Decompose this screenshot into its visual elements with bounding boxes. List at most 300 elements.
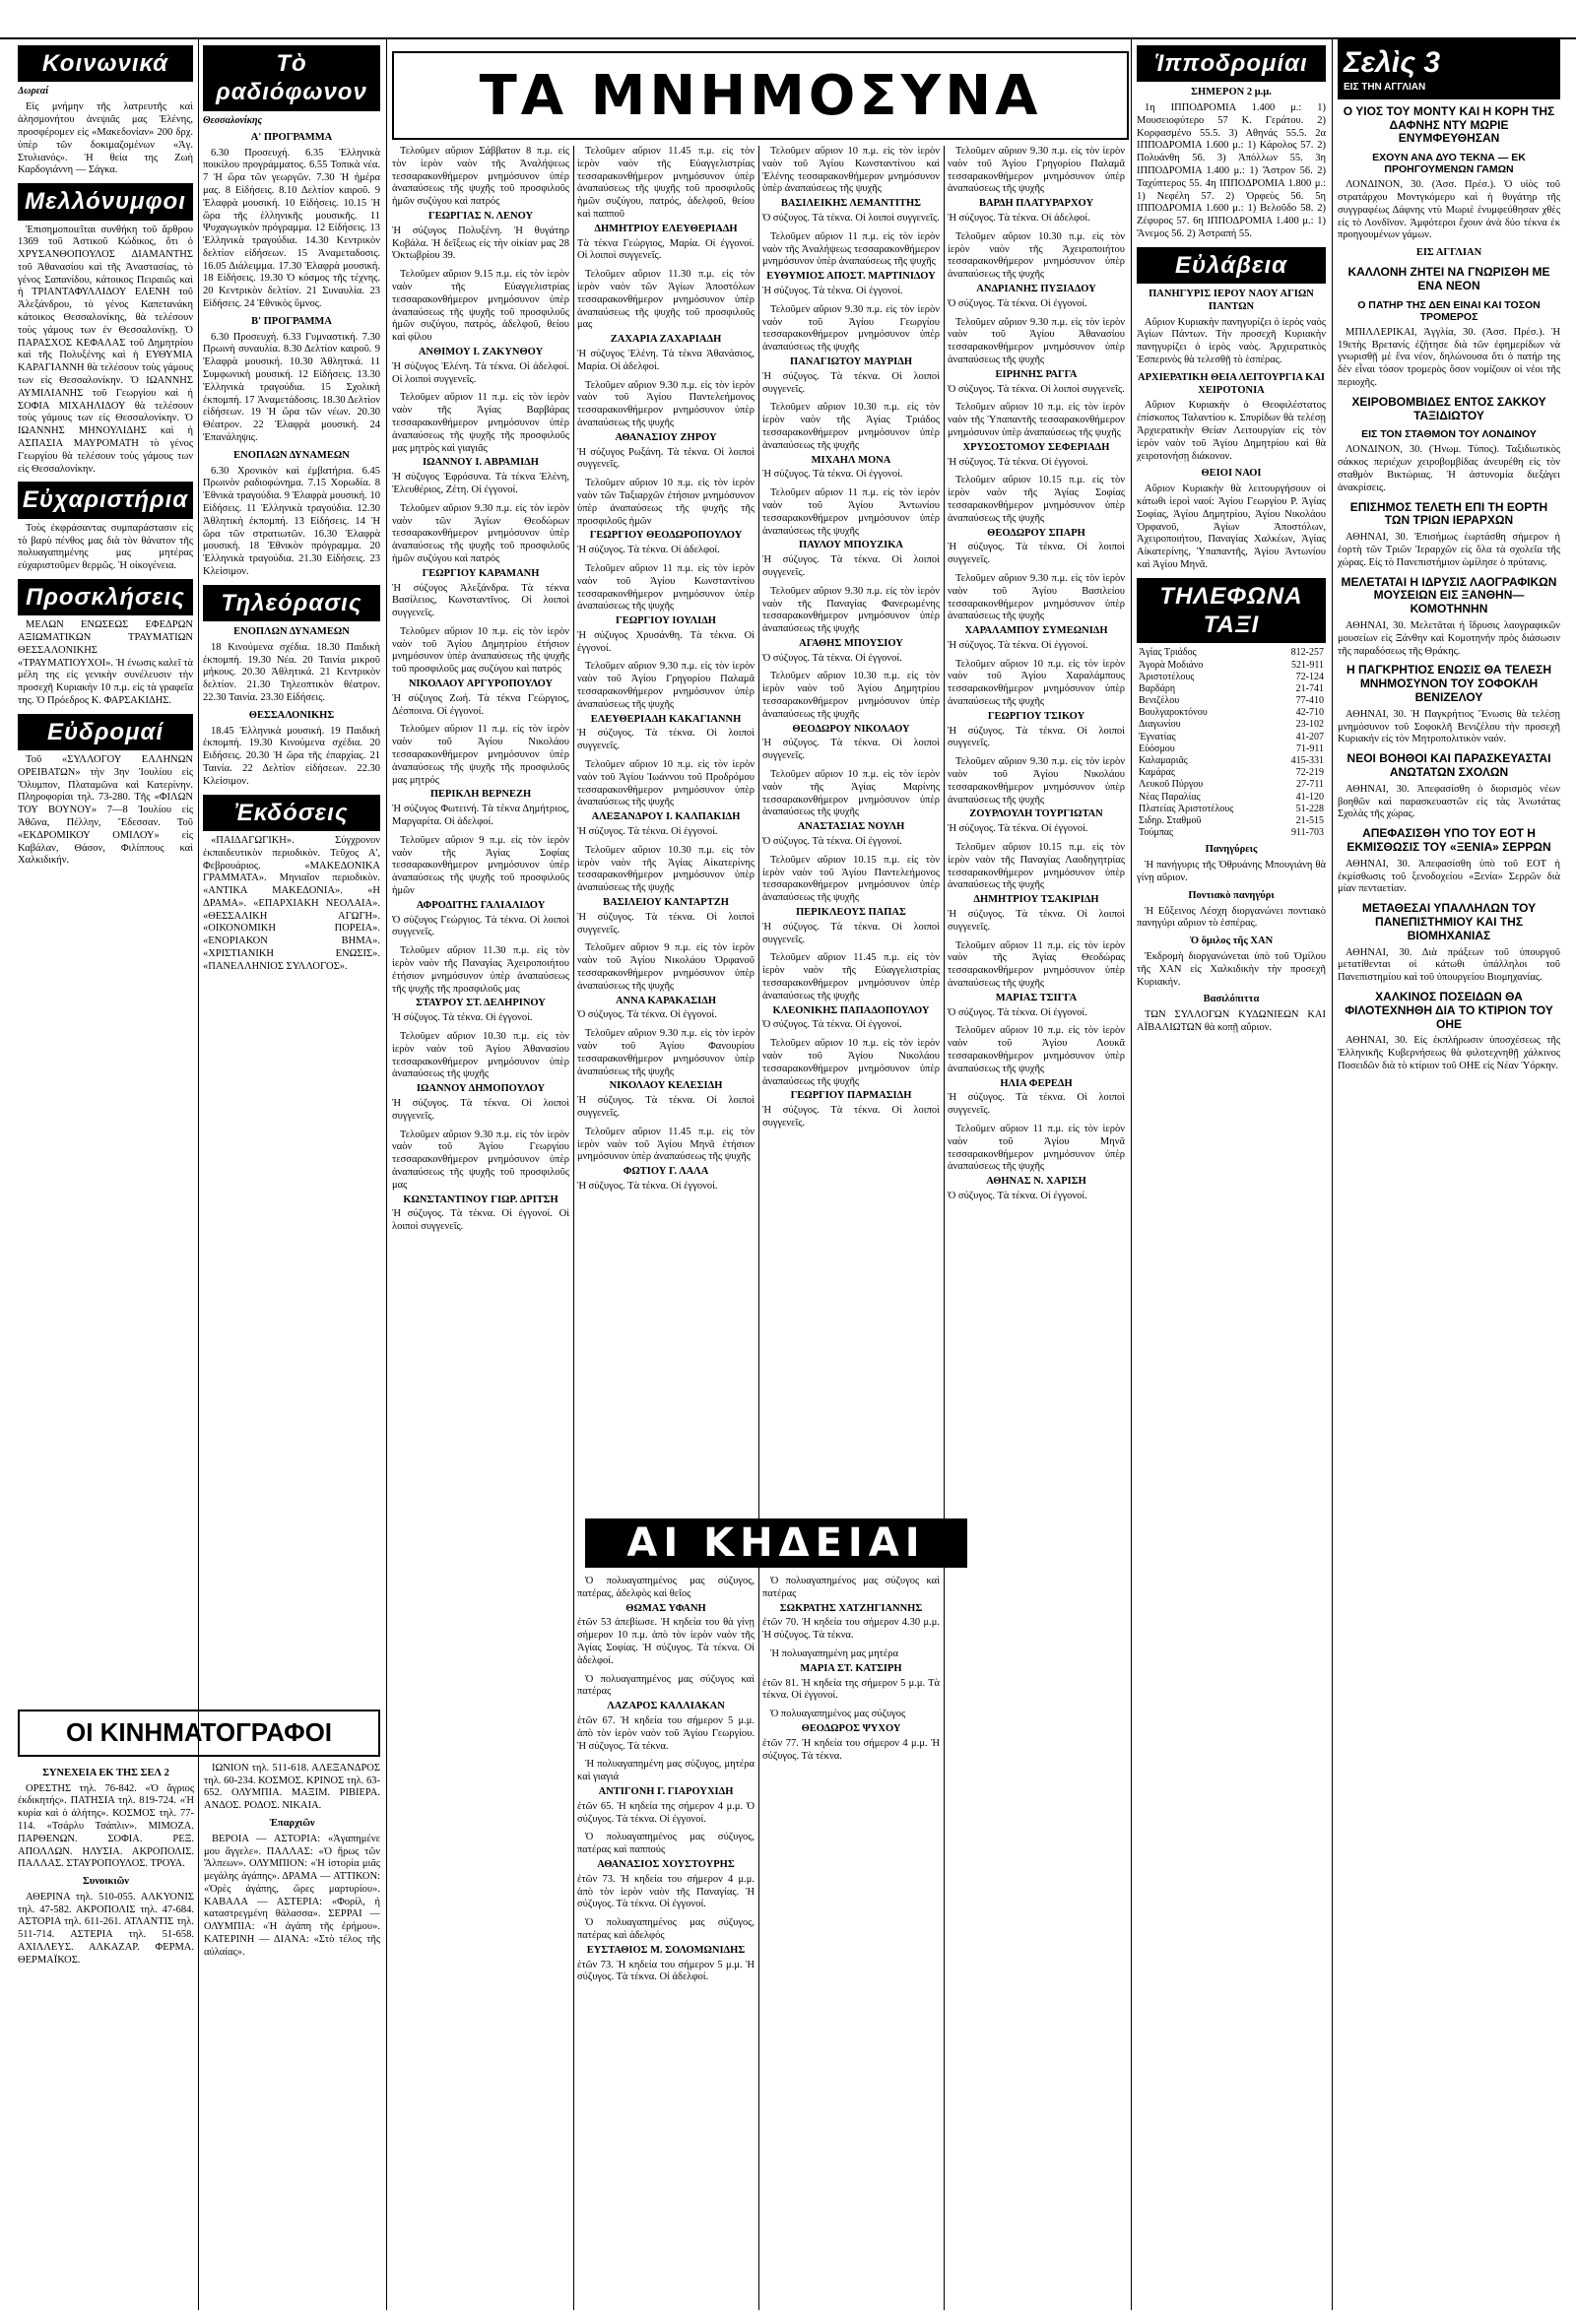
notice-signatories: Ἡ σύζυγος. Τὰ τέκνα. Οἱ ἐγγονοί. [577, 826, 718, 838]
xan-club-title: Ὁ ὅμιλος τῆς ΧΑΝ [1189, 936, 1274, 947]
notice-text: Τελοῦμεν αὔριον 11 π.μ. εἰς τὸν ἱερὸν ναὸν τοῦ Ἁγίου Κωνσταντίνου τεσσαρακονθήμερον μνημόσυνον ὑπὲρ ἀναπαύσεως τῆς ψυχῆς [577, 562, 755, 613]
taxi-stand-name: Βενιζέλου [1139, 695, 1180, 707]
notice-text: Τελοῦμεν αὔριον 11 π.μ. εἰς τὸν ἱερὸν ναὸν τοῦ Ἁγίου Μηνᾶ τεσσαρακονθήμερον μνημόσυνον ὑπὲρ ἀναπαύσεως τῆς ψυχῆς [948, 1123, 1125, 1173]
armed-forces-text: 6.30 Χρονικὸν καὶ ἐμβατήρια. 6.45 Πρωινὸν ραδιοφώνημα. 7.15 Χορωδία. 8 Ἐθνικὰ τραγούδια. 9 Ἐλαφρὰ μουσική. 10 Εἰδήσεις. 11 Ἑλληνικὰ τραγούδια. 12.30 Ἀθλητικὴ ἐκπομπή. 13 Εἰδήσεις. 14 Ἡ ὥρα τῶν στρατιωτῶν. 16.30 Ἐλαφρὰ μουσική. 18 Ἐθνικὸν πρόγραμμα. 20 Ἑλληνικὰ τραγούδια. 21.30 Εἰδήσεις. 23 Κλείσιμον. [203, 465, 380, 578]
notice-entry [392, 945, 569, 1025]
taxi-phone-row [1137, 707, 1326, 719]
memorials-column-a [392, 146, 569, 2310]
notice-entry [762, 402, 940, 482]
notice-text: Τελοῦμεν αὔριον 10.30 π.μ. εἰς τὸν ἱερὸν ναὸν τῆς Ἁγίας Αἰκατερίνης τεσσαρακονθήμερον μνημόσυνον ὑπὲρ ἀναπαύσεως τῆς ψυχῆς [577, 844, 755, 894]
taxi-stand-name: Βουλγαροκτόνου [1139, 707, 1208, 719]
notice-signatories: Ἡ σύζυγος. Τὰ τέκνα. Οἱ λοιποὶ συγγενεῖς. [392, 1097, 569, 1122]
headline-assistants: ΝΕΟΙ ΒΟΗΘΟΙ ΚΑΙ ΠΑΡΑΣΚΕΥΑΣΤΑΙ ΑΝΩΤΑΤΩΝ ΣΧΟΛΩΝ [1346, 751, 1551, 779]
cinema-listings: ΟΡΕΣΤΗΣ τηλ. 76-842. «Ὁ ἄγριος ἐκδικητής». ΠΑΤΗΣΙΑ τηλ. 819-724. «Ἡ κυρία καὶ ὁ ἀλήτης». ΚΟΣΜΟΣ τηλ. 77-114. «Τσάρλυ Τσάπλιν». ΜΙΜΟΖΑ. ΠΑΡΘΕΝΩΝ. ΣΟΦΙΑ. ΡΕΞ. ΑΠΟΛΛΩΝ. ΗΛΥΣΙΑ. ΑΚΡΟΠΟΛΙΣ. ΠΑΛΛΑΣ. ΣΤΑΥΡΟΠΟΥΛΟΣ. ΤΡΟΥΑ. [18, 1782, 194, 1870]
program-b-text: 6.30 Προσευχή. 6.33 Γυμναστική. 7.30 Πρωινὴ συναυλία. 8.30 Δελτίον καιροῦ. 9 Ἐλαφρὰ μουσική. 10.30 Ἀθλητικά. 11 Συμφωνικὴ μουσική. 12 Εἰδήσεις. 13.30 Ἑλληνικὰ τραγούδια. 15 Σχολικὴ ἐκπομπή. 17 Ἀναμετάδοσις. 18.30 Δελτίον εἰδήσεων. 19 Ἡ ὥρα τῶν νέων. 20.30 Θέατρον. 22 Ἐλαφρὰ μουσική. 24 Ἐπανάληψις. [203, 331, 380, 444]
column-news [1338, 39, 1560, 2310]
notice-entry [948, 659, 1125, 751]
notice-text: Τελοῦμεν αὔριον 10.30 π.μ. εἰς τὸν ἱερὸν ναὸν τοῦ Ἁγίου Δημητρίου τεσσαρακονθήμερον μνημόσυνον ὑπὲρ ἀναπαύσεως τῆς ψυχῆς [762, 671, 940, 720]
cinema-section [18, 1704, 380, 2310]
column-hippodrome [1137, 39, 1326, 2310]
notice-signatories: Ὁ σύζυγος. Τὰ τέκνα. Οἱ ἐγγονοί. [948, 297, 1087, 309]
notice-text: Τελοῦμεν αὔριον 9.30 π.μ. εἰς τὸν ἱερὸν ναὸν τοῦ Ἁγίου Βασιλείου τεσσαρακονθήμερον μνημόσυνον ὑπὲρ ἀναπαύσεως τῆς ψυχῆς [948, 572, 1125, 622]
notice-name: ΑΝΤΙΓΟΝΗ Γ. ΓΙΑΡΟΥΧΙΔΗ [598, 1785, 734, 1797]
program-a-title: Α' ΠΡΟΓΡΑΜΜΑ [250, 131, 333, 143]
notice-entry [577, 1759, 755, 1826]
program-b-title: Β' ΠΡΟΓΡΑΜΜΑ [251, 315, 332, 327]
notice-text: Τελοῦμεν αὔριον 9 π.μ. εἰς τὸν ἱερὸν ναὸν τῆς Ἁγίας Σοφίας τεσσαρακονθήμερον μνημόσυνον ὑπὲρ ἀναπαύσεως τῆς ψυχῆς τοῦ προσφιλοῦς ἡμῶν [392, 834, 569, 897]
notice-text: Τελοῦμεν αὔριον 9.30 π.μ. εἰς τὸν ἱερὸν ναὸν τῆς Παναγίας Φανερωμένης τεσσαρακονθήμερον μνημόσυνον ὑπὲρ ἀναπαύσεως τῆς ψυχῆς [762, 585, 940, 635]
notice-name: ΒΑΡΔΗ ΠΛΑΤΥΡΑΡΧΟΥ [978, 198, 1094, 210]
notice-text: Τελοῦμεν αὔριον 11.30 π.μ. εἰς τὸν ἱερὸν ναὸν τῶν Ἁγίων Ἀποστόλων τεσσαρακονθήμερον μνημόσυνον ὑπὲρ ἀναπαύσεως τῆς ψυχῆς τοῦ προσφιλοῦς μας [577, 269, 755, 331]
thanks-header: Εὐχαριστήρια [18, 482, 193, 518]
notice-text: Τελοῦμεν αὔριον 10.30 π.μ. εἰς τὸν ἱερὸν ναὸν τῆς Ἀχειροποιήτου τεσσαρακονθήμερον μνημόσυνον ὑπὲρ ἀναπαύσεως τῆς ψυχῆς [948, 230, 1125, 281]
notice-entry [577, 942, 755, 1022]
notice-entry [762, 231, 940, 298]
taxi-stand-phone: 72-124 [1295, 671, 1324, 682]
notice-name: ΧΡΥΣΟΣΤΟΜΟΥ ΣΕΦΕΡΙΑΔΗ [962, 441, 1110, 453]
notice-text: Τελοῦμεν αὔριον 9.30 π.μ. εἰς τὸν ἱερὸν ναὸν τῶν Ἁγίων Θεοδώρων τεσσαρακονθήμερον μνημόσυνον ὑπὲρ ἀναπαύσεως τῆς ψυχῆς τοῦ προσφιλοῦς ἡμῶν συζύγου καὶ πατρός [392, 502, 569, 564]
notice-name: ΠΕΡΙΚΛΕΟΥΣ ΠΑΠΑΣ [796, 907, 906, 919]
notice-text: Τελοῦμεν αὔριον 10 π.μ. εἰς τὸν ἱερὸν ναὸν τοῦ Ἁγίου Νικολάου τεσσαρακονθήμερον μνημόσυνον ὑπὲρ ἀναπαύσεως τῆς ψυχῆς [762, 1038, 940, 1087]
notice-name: ΕΛΕΥΘΕΡΙΑΔΗ ΚΑΚΑΓΙΑΝΝΗ [590, 713, 742, 725]
notice-signatories: Ὁ σύζυγος Γεώργιος. Τὰ τέκνα. Οἱ λοιποὶ συγγενεῖς. [392, 914, 569, 938]
notice-signatories: Ἡ σύζυγος. Τὰ τέκνα. Οἱ ἐγγονοί. [392, 1012, 533, 1024]
column-rule [1332, 39, 1333, 2310]
notice-text: Τελοῦμεν αὔριον 10 π.μ. εἰς τὸν ἱερὸν ναὸν τοῦ Ἁγίου Χαραλάμπους τεσσαρακονθήμερον μνημόσυνον ὑπὲρ ἀναπαύσεως τῆς ψυχῆς [948, 658, 1125, 708]
notice-signatories: Ἡ σύζυγος Ἑλένη. Τὰ τέκνα. Οἱ ἀδελφοί. Οἱ λοιποὶ συγγενεῖς. [392, 360, 569, 385]
notice-entry [948, 1025, 1125, 1118]
notice-name: ΖΟΥΡΛΟΥΛΗ ΤΟΥΡΓΙΩΤΑΝ [969, 808, 1103, 820]
notice-text: Τελοῦμεν αὔριον 11 π.μ. εἰς τὸν ἱερὸν ναὸν τῆς Ἀναλήψεως τεσσαρακονθήμερον μνημόσυνον ὑπὲρ ἀναπαύσεως τῆς ψυχῆς [762, 230, 940, 268]
notice-name: ΣΤΑΥΡΟΥ ΣΤ. ΔΕΛΗΡΙΝΟΥ [416, 998, 546, 1009]
notice-text: Τελοῦμεν αὔριον 11 π.μ. εἰς τὸν ἱερὸν ναὸν τῆς Ἁγίας Θεοδώρας τεσσαρακονθήμερον μνημόσυνον ὑπὲρ ἀναπαύσεως τῆς ψυχῆς [948, 939, 1125, 990]
notice-name: ΒΑΣΙΛΕΙΚΗΣ ΛΕΜΑΝΤΙΤΗΣ [780, 198, 922, 210]
notice-name: ΙΩΑΝΝΟΥ Ι. ΑΒΡΑΜΙΔΗ [423, 457, 539, 469]
notice-text: Τελοῦμεν αὔριον 11 π.μ. εἰς τὸν ἱερὸν ναὸν τῆς Ἁγίας Βαρβάρας τεσσαρακονθήμερον μνημόσυνον ὑπὲρ ἀναπαύσεως τῆς ψυχῆς τῆς προσφιλοῦς μας μητρὸς καὶ γιαγιᾶς [392, 392, 569, 454]
notice-signatories: ἐτῶν 65. Ἡ κηδεία της σήμερον 4 μ.μ. Ὁ σύζυγος. Τὰ τέκνα. Οἱ ἐγγονοί. [577, 1800, 755, 1825]
notice-text: Τελοῦμεν αὔριον 11 π.μ. εἰς τὸν ἱερὸν ναὸν τοῦ Ἁγίου Ἀντωνίου τεσσαρακονθήμερον μνημόσυνον ὑπὲρ ἀναπαύσεως τῆς ψυχῆς [762, 487, 940, 537]
notice-entry [577, 1127, 755, 1194]
article-xenia: ΑΘΗΝΑΙ, 30. Ἀπεφασίσθη ὑπὸ τοῦ ΕΟΤ ἡ ἐκμίσθωσις τοῦ ξενοδοχείου «Ξενία» Σερρῶν διὰ μίαν πενταετίαν. [1338, 858, 1560, 895]
notice-name: ΣΩΚΡΑΤΗΣ ΧΑΤΖΗΓΙΑΝΝΗΣ [779, 1602, 923, 1614]
taxi-stand-name: Ἁγίας Τριάδος [1139, 647, 1197, 659]
notice-name: ΓΕΩΡΓΙΟΥ ΠΑΡΜΑΣΙΔΗ [790, 1090, 912, 1102]
notice-signatories: Ἡ σύζυγος. Τὰ τέκνα. Οἱ ἐγγονοί. [762, 469, 903, 481]
taxi-phone-row [1137, 672, 1326, 683]
notice-text: Ὁ πολυαγαπημένος μας σύζυγος, πατέρας καὶ ἀδελφός [577, 1917, 755, 1941]
armed-forces-title: ΕΝΟΠΛΩΝ ΔΥΝΑΜΕΩΝ [233, 449, 350, 461]
notice-text: Τελοῦμεν αὔριον 9.30 π.μ. εἰς τὸν ἱερὸν ναὸν τοῦ Ἁγίου Γεωργίου τεσσαρακονθήμερον μνημόσυνον ὑπὲρ ἀναπαύσεως τῆς ψυχῆς [762, 303, 940, 354]
notice-signatories: ἐτῶν 73. Ἡ κηδεία του σήμερον 4 μ.μ. ἀπὸ τὸν ἱερὸν ναὸν τῆς Παναγίας. Ἡ σύζυγος. Τὰ τέκνα. Οἱ ἐγγονοί. [577, 1873, 755, 1910]
notice-entry [762, 586, 940, 666]
notice-signatories: ἐτῶν 73. Ἡ κηδεία του σήμερον 5 μ.μ. Ἡ σύζυγος. Τὰ τέκνα. Οἱ ἀδελφοί. [577, 1959, 755, 1983]
notice-name: ΚΩΝΣΤΑΝΤΙΝΟΥ ΓΙΩΡ. ΔΡΙΤΣΗ [403, 1194, 558, 1205]
notice-name: ΓΕΩΡΓΙΟΥ ΚΑΡΑΜΑΝΗ [422, 567, 540, 579]
notice-entry [577, 1832, 755, 1911]
notice-name: ΕΙΡΗΝΗΣ ΡΑΓΓΑ [995, 368, 1078, 380]
notice-text: Τελοῦμεν αὔριον 10.15 π.μ. εἰς τὸν ἱερὸν ναὸν τῆς Παναγίας Λαοδηγητρίας τεσσαρακονθήμερον μνημόσυνον ὑπὲρ ἀναπαύσεως τῆς ψυχῆς [948, 842, 1125, 891]
notice-name: ΝΙΚΟΛΑΟΥ ΑΡΓΥΡΟΠΟΥΛΟΥ [408, 678, 554, 690]
radio-header: Τὸ ραδιόφωνον [203, 45, 380, 111]
piety-subheader: ΠΑΝΗΓΥΡΙΣ ΙΕΡΟΥ ΝΑΟΥ ΑΓΙΩΝ ΠΑΝΤΩΝ [1149, 289, 1314, 312]
liturgy-text: Αὔριον Κυριακὴν ὁ Θεοφιλέστατος ἐπίσκοπος Ταλαντίου κ. Σπυρίδων θὰ τελέσῃ Ἀρχιερατικὴν Θείαν Λειτουργίαν εἰς τὸν ἱερὸν ναὸν τοῦ Ἁγίου Δημητρίου καὶ θὰ χειροτονήσῃ διάκονον. [1137, 400, 1326, 462]
notice-entry [948, 842, 1125, 935]
article-wedding: ΛΟΝΔΙΝΟΝ, 30. (Ἀσσ. Πρέσ.). Ὁ υἱὸς τοῦ στρατάρχου Μοντγκόμερυ καὶ ἡ θυγάτηρ τῆς συγγραφέως Δάφνης ντὺ Μωριὲ ἐνυμφεύθησαν χθὲς εἰς τὸ Λονδῖνον. Ἀμφότεροι ἔχουν ἀνὰ δύο τέκνα ἐκ προηγουμένων γάμων. [1338, 179, 1560, 241]
notice-entry [948, 317, 1125, 397]
radio-subheader: Θεσσαλονίκης [203, 114, 262, 126]
notice-text: Τελοῦμεν αὔριον 10 π.μ. εἰς τὸν ἱερὸν ναὸν τοῦ Ἁγίου Κωνσταντίνου καὶ Ἑλένης τεσσαρακονθήμερον μνημόσυνον ὑπὲρ ἀναπαύσεως τῆς ψυχῆς [762, 146, 940, 195]
notice-name: ΑΘΑΝΑΣΙΟΥ ΖΗΡΟΥ [615, 431, 717, 443]
notice-entry [948, 231, 1125, 311]
notice-name: ΑΝΘΙΜΟΥ Ι. ΖΑΚΥΝΘΟΥ [418, 346, 544, 357]
funerals-title: ΑΙ ΚΗΔΕΙΑΙ [585, 1518, 967, 1568]
notice-name: ΜΑΡΙΑ ΣΤ. ΚΑΤΣΙΡΗ [800, 1662, 902, 1674]
column-rule [198, 39, 199, 2310]
invitations-header: Προσκλήσεις [18, 579, 193, 615]
notice-signatories: Ἡ σύζυγος. Τὰ τέκνα. Οἱ ἐγγονοί. [577, 1180, 718, 1192]
notice-name: ΒΑΣΙΛΕΙΟΥ ΚΑΝΤΑΡΤΖΗ [603, 897, 729, 909]
notice-signatories: ἐτῶν 70. Ἡ κηδεία του σήμερον 4.30 μ.μ. Ἡ σύζυγος. Τὰ τέκνα. [762, 1617, 940, 1642]
engaged-header: Μελλόνυμφοι [18, 183, 193, 220]
invitations-text: ΜΕΛΩΝ ΕΝΩΣΕΩΣ ΕΦΕΔΡΩΝ ΑΞΙΩΜΑΤΙΚΩΝ ΤΡΑΥΜΑΤΙΩΝ ΘΕΣΣΑΛΟΝΙΚΗΣ «ΤΡΑΥΜΑΤΙΟΥΧΟΙ». Ἡ ἐνωσις καλεῖ τὰ μέλη της εἰς γενικὴν συνέλευσιν τὴν προσεχῆ Κυριακὴν 10 π.μ. εἰς τὰ γραφεῖα της. Ὁ Πρόεδρος Κ. ΦΑΡΣΑΚΙΔΗΣ. [18, 619, 193, 706]
new-year-cake-title: Βασιλόπιττα [1203, 994, 1260, 1005]
pontic-festival-text: Ἡ Εὔξεινος Λέσχη διοργανώνει ποντιακὸ πανηγύρι αὔριον τὸ ἑσπέρας. [1137, 905, 1326, 930]
headline-grenades: ΧΕΙΡΟΒΟΜΒΙΔΕΣ ΕΝΤΟΣ ΣΑΚΚΟΥ ΤΑΞΙΔΙΩΤΟΥ [1351, 394, 1546, 422]
notice-entry [577, 1917, 755, 1984]
notice-name: ΜΑΡΙΑΣ ΤΣΙΓΓΑ [995, 992, 1078, 1003]
notice-text: Τελοῦμεν αὔριον 11 π.μ. εἰς τὸν ἱερὸν ναὸν τοῦ Ἁγίου Νικολάου τεσσαρακονθήμερον μνημόσυνον ὑπὲρ ἀναπαύσεως τῆς ψυχῆς τῆς προσφιλοῦς μας μητρός [392, 724, 569, 786]
memorials-column-b [577, 146, 755, 1507]
taxi-phone-row [1137, 815, 1326, 827]
notice-signatories: Ἡ σύζυγος Χρυσάνθη. Τὰ τέκνα. Οἱ ἐγγονοί. [577, 629, 755, 654]
notice-name: ΕΥΣΤΑΘΙΟΣ Μ. ΣΟΛΟΜΩΝΙΔΗΣ [586, 1944, 746, 1956]
taxi-phone-row [1137, 792, 1326, 804]
notice-entry [577, 146, 755, 263]
notice-name: ΔΗΜΗΤΡΙΟΥ ΤΣΑΚΙΡΙΔΗ [973, 894, 1099, 906]
notice-entry [948, 573, 1125, 653]
notice-entry [392, 626, 569, 719]
notice-signatories: Ἡ σύζυγος. Τὰ τέκνα. Οἱ ἀδελφοί. [948, 212, 1090, 224]
headline-venizelos: Η ΠΑΓΚΡΗΤΙΟΣ ΕΝΩΣΙΣ ΘΑ ΤΕΛΕΣΗ ΜΝΗΜΟΣΥΝΟΝ ΤΟΥ ΣΟΦΟΚΛΗ ΒΕΝΙΖΕΛΟΥ [1346, 663, 1551, 704]
excursions-header: Εὐδρομαί [18, 714, 193, 750]
notice-entry [392, 1130, 569, 1234]
taxi-stand-name: Ἀριστοτέλους [1139, 671, 1195, 682]
notice-signatories: Ἡ σύζυγος. Τὰ τέκνα. Οἱ ἐγγονοί. Οἱ λοιποὶ συγγενεῖς. [392, 1208, 569, 1233]
tv-armed-forces-text: 18 Κινούμενα σχέδια. 18.30 Παιδικὴ ἐκπομπή. 19.30 Νέα. 20 Ταινία μικροῦ μήκους. 20.30 Ἀθλητικά. 21 Κεντρικὸν δελτίον. 21.30 Τηλεοπτικὸν θέατρον. 22.30 Ταινία. 23.30 Εἰδήσεις. [203, 641, 380, 704]
notice-signatories: Ἡ σύζυγος Ρωξάνη. Τὰ τέκνα. Οἱ λοιποὶ συγγενεῖς. [577, 446, 755, 471]
xan-club-text: Ἐκδρομὴ διοργανώνεται ὑπὸ τοῦ Ὁμίλου τῆς ΧΑΝ εἰς Χαλκιδικὴν τὴν προσεχῆ Κυριακήν. [1137, 950, 1326, 988]
notice-name: ΓΕΩΡΓΙΟΥ ΘΕΟΔΩΡΟΠΟΥΛΟΥ [589, 530, 743, 542]
notice-text: Ὁ πολυαγαπημένος μας σύζυγος [770, 1709, 906, 1720]
notice-entry [948, 475, 1125, 567]
memorials-column-c [762, 146, 940, 1507]
notice-name: ΑΘΗΝΑΣ Ν. ΧΑΡΙΣΗ [986, 1176, 1086, 1188]
notice-signatories: Ὁ σύζυγος. Τὰ τέκνα. Οἱ ἐγγονοί. [948, 1006, 1087, 1018]
notice-signatories: Ἡ σύζυγος. Τὰ τέκνα. Οἱ λοιποὶ συγγενεῖς. [577, 1095, 755, 1119]
taxi-phone-row [1137, 732, 1326, 743]
column-rule [944, 146, 945, 2310]
notice-name: ΚΛΕΟΝΙΚΗΣ ΠΑΠΑΔΟΠΟΥΛΟΥ [772, 1004, 930, 1016]
notice-text: Τελοῦμεν αὔριον 9 π.μ. εἰς τὸν ἱερὸν ναὸν τοῦ Ἁγίου Νικολάου Ὀρφανοῦ τεσσαρακονθήμερον μνημόσυνον ὑπὲρ ἀναπαύσεως τῆς ψυχῆς [577, 942, 755, 992]
column-rule [386, 39, 387, 2310]
program-a-text: 6.30 Προσευχή. 6.35 Ἑλληνικὰ ποικίλου προγράμματος. 6.55 Τοπικὰ νέα. 7 Ἡ ὥρα τῶν γεωργῶν. 7.30 Ἡ ἡμέρα μας. 8 Εἰδήσεις. 8.10 Δελτίον καιροῦ. 9 Ἐλαφρὰ μουσική. 10 Εἰδήσεις. 10.15 Ἡ ὥρα τῆς ἑλληνικῆς μουσικῆς. 11 Ψυχαγωγικὸν πρόγραμμα. 12 Εἰδήσεις. 13 Ἑλληνικὰ τραγούδια. 14.30 Κεντρικὸν δελτίον εἰδήσεων. 15 Ἀναμεταδοσις. 16.05 Διάλειμμα. 17.30 Ἐλαφρὰ μουσική. 18 Εἰδήσεις. 19.30 Ὁ κόσμος τῆς τέχνης. 20 Κεντρικὸν δελτίον. 21 Συναυλία. 23 Εἰδήσεις. 24 Ἐθνικὸς ὕμνος. [203, 147, 380, 310]
notice-text: Τελοῦμεν αὔριον 9.30 π.μ. εἰς τὸν ἱερὸν ναὸν τοῦ Ἁγίου Φανουρίου τεσσαρακονθήμερον μνημόσυνον ὑπὲρ ἀναπαύσεως τῆς ψυχῆς [577, 1028, 755, 1077]
notice-signatories: Ἡ σύζυγος. Τὰ τέκνα. Οἱ λοιποὶ συγγενεῖς. [948, 725, 1125, 749]
notice-signatories: Ἡ σύζυγος. Τὰ τέκνα. Οἱ λοιποὶ συγγενεῖς. [948, 542, 1125, 566]
notice-text: Ὁ πολυαγαπημένος μας σύζυγος καὶ πατέρας [762, 1576, 940, 1599]
notice-entry [762, 1038, 940, 1130]
notice-entry [577, 269, 755, 373]
festivals-text: Ἡ πανήγυρις τῆς Ὀθρυάνης Μπουγιάνη θὰ γίνῃ αὔριον. [1137, 860, 1326, 883]
notice-name: ΑΦΡΟΔΙΤΗΣ ΓΑΛΙΑΛΙΔΟΥ [416, 899, 546, 911]
notice-name: ΑΛΕΞΑΝΔΡΟΥ Ι. ΚΑΛΠΑΚΙΔΗ [591, 811, 741, 823]
notice-text: Τελοῦμεν αὔριον 9.30 π.μ. εἰς τὸν ἱερὸν ναὸν τοῦ Ἁγίου Νικολάου τεσσαρακονθήμερον μνημόσυνον ὑπὲρ ἀναπαύσεως τῆς ψυχῆς [948, 756, 1125, 806]
notice-entry [762, 1648, 940, 1703]
taxi-stand-phone: 41-207 [1295, 731, 1324, 742]
subheadline-grenades: ΕΙΣ ΤΟΝ ΣΤΑΘΜΟΝ ΤΟΥ ΛΟΝΔΙΝΟΥ [1361, 428, 1537, 441]
notice-entry [762, 304, 940, 397]
memorials-title: ΤΑ ΜΝΗΜΟΣΥΝΑ [392, 51, 1129, 140]
publications-header: Ἐκδόσεις [203, 795, 380, 831]
piety-text: Αὔριον Κυριακὴν πανηγυρίζει ὁ ἱερὸς ναὸς Ἁγίων Πάντων. Τὴν προσεχῆ Κυριακὴν πανηγυρίζει ὁ ἱερὸς ναὸς. Ἀρχιερατικὸς Ἑσπερινὸς θὰ τελεσθῇ τὸ ἑσπέρας. [1137, 316, 1326, 366]
taxi-stand-name: Ἀγορὰ Μοδιάνο [1139, 659, 1204, 671]
taxi-phones-table [1137, 647, 1326, 839]
tv-thessaloniki-text: 18.45 Ἑλληνικὰ μουσική. 19 Παιδικὴ ἐκπομπή. 19.30 Κινούμενα σχέδια. 20 Ειδήσεις. 20.30 Ἡ ὥρα τῆς ἐπαρχίας. 21 Ταινία. 22 Δελτίον εἰδήσεων. 22.30 Κλείσιμον. [203, 725, 380, 787]
taxi-stand-phone: 42-710 [1295, 707, 1324, 719]
taxi-stand-phone: 21-741 [1295, 682, 1324, 694]
notice-name: ΑΝΝΑ ΚΑΡΑΚΑΣΙΔΗ [615, 995, 717, 1006]
notice-entry [762, 769, 940, 849]
taxi-stand-name: Καμάρας [1139, 767, 1175, 779]
notice-text: Τελοῦμεν αὔριον 10.15 π.μ. εἰς τὸν ἱερὸν ναὸν τοῦ Ἁγίου Παντελεήμονος τεσσαρακονθήμερον μνημόσυνον ὑπὲρ ἀναπαύσεως τῆς ψυχῆς [762, 854, 940, 904]
taxi-phone-row [1137, 683, 1326, 695]
taxi-phone-row [1137, 767, 1326, 779]
kicker-beauty: ΕΙΣ ΑΓΓΛΙΑΝ [1415, 247, 1482, 259]
funerals-column-b [762, 1576, 940, 2310]
notice-entry [762, 671, 940, 763]
notice-text: Τελοῦμεν αὔριον 9.30 π.μ. εἰς τὸν ἱερὸν ναὸν τοῦ Ἁγίου Παντελεήμονος τεσσαρακονθήμερον μνημόσυνον ὑπὲρ ἀναπαύσεως τῆς ψυχῆς [577, 379, 755, 428]
churches-title: ΘΕΙΟΙ ΝΑΟΙ [1201, 468, 1262, 480]
notice-name: ΦΩΤΙΟΥ Γ. ΛΑΛΑ [623, 1166, 709, 1178]
neighborhood-cinemas-title: Συνοικιῶν [83, 1876, 129, 1888]
notice-entry [577, 478, 755, 557]
notice-text: Τελοῦμεν αὔριον 10 π.μ. εἰς τὸν ἱερὸν ναὸν τοῦ Ἁγίου Λουκᾶ τεσσαρακονθήμερον μνημόσυνον ὑπὲρ ἀναπαύσεως τῆς ψυχῆς [948, 1025, 1125, 1074]
taxi-stand-phone: 41-120 [1295, 791, 1324, 803]
cinema-header: ΟΙ ΚΙΝΗΜΑΤΟΓΡΑΦΟΙ [18, 1710, 380, 1757]
notice-name: ΠΑΥΛΟΥ ΜΠΟΥΖΙΚΑ [799, 540, 903, 551]
notice-text: Τελοῦμεν αὔριον 10.30 π.μ. εἰς τὸν ἱερὸν ναὸν τῆς Ἁγίας Τριάδος τεσσαρακονθήμερον μνημόσυνον ὑπὲρ ἀναπαύσεως τῆς ψυχῆς [762, 402, 940, 451]
notice-entry [762, 855, 940, 947]
notice-name: ΠΕΡΙΚΛΗ ΒΕΡΝΕΖΗ [429, 789, 532, 801]
notice-signatories: Ὁ σύζυγος. Τὰ τέκνα. Οἱ ἐγγονοί. [762, 836, 902, 848]
notice-entry [762, 1709, 940, 1763]
notice-text: Τελοῦμεν αὔριον Σάββατον 8 π.μ. εἰς τὸν ἱερὸν ναὸν τῆς Ἀναλήψεως τεσσαρακονθήμερον μνημόσυνον ὑπὲρ ἀναπαύσεως τῆς ψυχῆς τοῦ προσφιλοῦς ἡμῶν συζύγου καὶ πατρός [392, 146, 569, 208]
headline-museums: ΜΕΛΕΤΑΤΑΙ Η ΙΔΡΥΣΙΣ ΛΑΟΓΡΑΦΙΚΩΝ ΜΟΥΣΕΙΩΝ ΕΙΣ ΞΑΝΘΗΝ—ΚΟΜΟΤΗΝΗΝ [1341, 574, 1557, 616]
notice-signatories: ἐτῶν 67. Ἡ κηδεία του σήμερον 5 μ.μ. ἀπὸ τὸν ἱερὸν ναὸν τοῦ Ἁγίου Γεωργίου. Ἡ σύζυγος. Τὰ τέκνα. [577, 1714, 755, 1752]
excursions-text: Τοῦ «ΣΥΛΛΟΓΟΥ ΕΛΛΗΝΩΝ ΟΡΕΙΒΑΤΩΝ» τὴν 3ην Ἰουλίου εἰς Ὄλυμπον, Πλαταμῶνα καὶ Κατερίνην. Πληροφορίαι τηλ. 73-280. Τῆς «ΦΙΛΩΝ ΤΟΥ ΒΟΥΝΟΥ» 7—8 Ἰουλίου εἰς Ἀθῶνα, Πέλλην, Ἔδεσσαν. Τοῦ «ΕΚΔΡΟΜΙΚΟΥ ΟΜΙΛΟΥ» εἰς Καβάλαν, Θάσον, Φιλίππους καὶ Χαλκιδικήν. [18, 754, 193, 867]
taxi-stand-name: Εὐόσμου [1139, 742, 1175, 754]
notice-text: Ὁ πολυαγαπημένος μας σύζυγος, πατέρας, ἀδελφὸς καὶ θεῖος [577, 1576, 755, 1599]
notice-entry [577, 563, 755, 656]
notice-signatories: Ἡ σύζυγος Ἀλεξάνδρα. Τὰ τέκνα Βασίλειος, Κωνσταντῖνος. Οἱ λοιποὶ συγγενεῖς. [392, 582, 569, 619]
notice-entry [392, 1031, 569, 1124]
notice-entry [577, 759, 755, 839]
headline-xenia: ΑΠΕΦΑΣΙΣΘΗ ΥΠΟ ΤΟΥ ΕΟΤ Η ΕΚΜΙΣΘΩΣΙΣ ΤΟΥ «ΞΕΝΙΑ» ΣΕΡΡΩΝ [1346, 826, 1551, 854]
funerals-column-a [577, 1576, 755, 2310]
notice-signatories: Ὁ σύζυγος. Τὰ τέκνα. Οἱ ἐγγονοί. [762, 652, 902, 664]
taxi-stand-phone: 521-911 [1291, 659, 1324, 671]
subheadline-wedding: ΕΧΟΥΝ ΑΝΑ ΔΥΟ ΤΕΚΝΑ — ΕΚ ΠΡΟΗΓΟΥΜΕΝΩΝ ΓΑΜΩΝ [1372, 152, 1526, 176]
notice-signatories: Ἡ σύζυγος Ἑλένη. Τὰ τέκνα Ἀθανάσιος, Μαρία. Οἱ ἀδελφοί. [577, 348, 755, 372]
taxi-stand-phone: 72-219 [1295, 767, 1324, 779]
notice-signatories: Ἡ σύζυγος Φωτεινή. Τὰ τέκνα Δημήτριος, Μαργαρίτα. Οἱ ἀδελφοί. [392, 804, 569, 828]
taxi-phone-row [1137, 647, 1326, 659]
headline-transfers: ΜΕΤΑΘΕΣΑΙ ΥΠΑΛΛΗΛΩΝ ΤΟΥ ΠΑΝΕΠΙΣΤΗΜΙΟΥ ΚΑΙ ΤΗΣ ΒΙΟΜΗΧΑΝΙΑΣ [1361, 901, 1537, 942]
notice-signatories: Ἡ σύζυγος. Τὰ τέκνα. Οἱ λοιποὶ συγγενεῖς. [577, 728, 755, 752]
taxi-stand-name: Ἐγνατίας [1139, 731, 1176, 742]
notice-entry [392, 835, 569, 939]
taxi-stand-phone: 21-515 [1295, 814, 1324, 826]
notice-signatories: Ὁ σύζυγος. Τὰ τέκνα. Οἱ λοιποὶ συγγενεῖς. [762, 212, 940, 224]
article-museums: ΑΘΗΝΑΙ, 30. Μελετᾶται ἡ ἵδρυσις λαογραφικῶν μουσείων εἰς Ξάνθην καὶ Κομοτηνήν πρὸς διάσωσιν τῆς παραδόσεως τῆς Θράκης. [1338, 620, 1560, 657]
notice-signatories: Ἡ σύζυγος. Τὰ τέκνα. Οἱ ἐγγονοί. [762, 285, 903, 296]
taxi-phone-row [1137, 660, 1326, 672]
notice-text: Τελοῦμεν αὔριον 10.30 π.μ. εἰς τὸν ἱερὸν ναὸν τοῦ Ἁγίου Ἀθανασίου τεσσαρακονθήμερον μνημόσυνον ὑπὲρ ἀναπαύσεως τῆς ψυχῆς [392, 1031, 569, 1080]
article-venizelos: ΑΘΗΝΑΙ, 30. Ἡ Παγκρήτιος Ἕνωσις θὰ τελέσῃ μνημόσυνον τοῦ Σοφοκλῆ Βενιζέλου τὴν προσεχῆ Κυριακήν εἰς τὸν Μητροπολιτικὸν ναόν. [1338, 708, 1560, 745]
notice-signatories: Ἡ σύζυγος. Τὰ τέκνα. Οἱ λοιποὶ συγγενεῖς. [762, 554, 940, 578]
donations-text: Εἰς μνήμην τῆς λατρευτῆς καὶ ἀλησμονήτου ἀνεψιᾶς μας Ἐλένης, προσφέρομεν εἰς «Μακεδονίαν» 200 δρχ. ὑπὲρ τῶν δοκιμαζομένων «Ἀγ. Στυλιανός». Ἡ θεία της Ζωὴ Καρδογιάννη — Σάγκα. [18, 101, 193, 176]
notice-signatories: Ἡ σύζυγος. Τὰ τέκνα. Οἱ λοιποὶ συγγενεῖς. [762, 1105, 940, 1129]
taxi-stand-name: Σιδηρ. Σταθμοῦ [1139, 814, 1202, 826]
notice-signatories: Ἡ σύζυγος Ἐφρόσυνα. Τὰ τέκνα Ἑλένη, Ἐλευθέριος, Ζέτη. Οἱ ἐγγονοί. [392, 472, 569, 495]
notice-signatories: Ὁ σύζυγος. Τὰ τέκνα. Οἱ λοιποὶ συγγενεῖς. [948, 383, 1125, 395]
notice-entry [577, 380, 755, 473]
liturgy-title: ΑΡΧΙΕΡΑΤΙΚΗ ΘΕΙΑ ΛΕΙΤΟΥΡΓΙΑ ΚΑΙ ΧΕΙΡΟΤΟΝΙΑ [1137, 371, 1325, 396]
notice-text: Τελοῦμεν αὔριον 9.15 π.μ. εἰς τὸν ἱερὸν ναὸν τῆς Εὐαγγελιστρίας τεσσαρακονθήμερον μνημόσυνον ὑπὲρ ἀναπαύσεως τῆς ψυχῆς τοῦ προσφιλοῦς ἡμῶν συζύγου, πατρός, ἀδελφοῦ, θείου καὶ φίλου [392, 269, 569, 344]
article-poseidon: ΑΘΗΝΑΙ, 30. Εἰς ἐκπλήρωσιν ὑποσχέσεως τῆς Ἑλληνικῆς Κυβερνήσεως θὰ φιλοτεχνηθῇ χάλκινος Ποσειδῶν διὰ τὸ κτίριον τοῦ ΟΗΕ εἰς Νέαν Ὑόρκην. [1338, 1035, 1560, 1071]
hippodrome-text: 1η ΙΠΠΟΔΡΟΜΙΑ 1.400 μ.: 1) Μουσειοφύτερο 57 Κ. Γεράτου. 2) Κορφασμένο 55.5. 3) Αθηνάς 55.5. 2α ΙΠΠΟΔΡΟΜΙΑ 1.600 μ.: 1) Κάρολος 57. 2) Πολυάνθη 56. 3) Ἀπόλλων 55. 3η ΙΠΠΟΔΡΟΜΙΑ 1.400 μ.: 1) Ἄστρον 56. 2) Ταχύπτερος 55. 4η ΙΠΠΟΔΡΟΜΙΑ 1.800 μ.: 1) Νεφέλη 57. 2) Ὀρφεὺς 56. 5η ΙΠΠΟΔΡΟΜΙΑ 1.600 μ.: 1) Βελοῦδο 58. 2) Ζέφυρος 57. 6η ΙΠΠΟΔΡΟΜΙΑ 1.400 μ.: 1) Ἄνεμος 56. 2) Ἀστραπή 55. [1137, 102, 1326, 240]
notice-text: Τελοῦμεν αὔριον 11.45 π.μ. εἰς τὸν ἱερὸν ναὸν τῆς Εὐαγγελιστρίας τεσσαρακονθήμερον μνημόσυνον ὑπὲρ ἀναπαύσεως τῆς ψυχῆς τοῦ προσφιλοῦς ἡμῶν συζύγου, πατρός, ἀδελφοῦ, θείου καὶ παπποῦ [577, 146, 755, 220]
taxi-phone-row [1137, 719, 1326, 731]
notice-signatories: Ἡ σύζυγος Πολυξένη. Ἡ θυγάτηρ Κοβάλα. Ἡ δεῖξεως εἰς τὴν οἰκίαν μας 28 Ὀκτωβρίου 39. [392, 225, 569, 262]
notice-entry [392, 146, 569, 263]
taxi-stand-phone: 23-102 [1295, 719, 1324, 731]
notice-name: ΓΕΩΡΓΙΟΥ ΙΟΥΛΙΔΗ [616, 615, 716, 627]
notice-name: ΔΗΜΗΤΡΙΟΥ ΕΛΕΥΘΕΡΙΑΔΗ [594, 223, 738, 234]
notice-text: Ὁ πολυαγαπημένος μας σύζυγος καὶ πατέρας [577, 1673, 755, 1698]
notice-signatories: Ἡ σύζυγος. Τὰ τέκνα. Οἱ λοιποὶ συγγενεῖς. [762, 370, 940, 395]
notice-name: ΑΝΔΡΙΑΝΗΣ ΠΥΞΙΑΔΟΥ [976, 283, 1096, 294]
notice-signatories: Ἡ σύζυγος. Τὰ τέκνα. Οἱ λοιποὶ συγγενεῖς. [948, 1092, 1125, 1117]
engaged-text: Ἐπισημοποιεῖται συνθήκη τοῦ ἄρθρου 1369 τοῦ Ἀστικοῦ Κώδικος, ὅτι ὁ ΧΡΥΣΑΝΘΟΠΟΥΛΟΣ ΔΙΑΜΑΝΤΗΣ τοῦ Ἀθανασίου καὶ τῆς Ἀναστασίας, τὸ γένος Σαπανίδου, κάτοικος Πειραιῶς καὶ ἡ ΤΡΙΑΝΤΑΦΥΛΛΙΔΟΥ ΕΛΕΝΗ τοῦ Ἀλεξάνδρου, τὸ γένος Καπετανάκη κάτοικος Θεσσαλονίκης, θὰ τελέσουν τοὺς γάμους των ἐν Θεσσαλονίκῃ. Ὁ ΠΑΡΑΣΧΟΣ ΚΕΦΑΛΑΣ τοῦ Δημητρίου καὶ τῆς Πολυξένης καὶ ἡ ΕΥΘΥΜΙΑ ΚΑΡΑΓΙΑΝΝΗ θὰ τελέσουν τοὺς γάμους των εἰς Θεσσαλονίκην. Ὁ ΙΩΑΝΝΗΣ ΑΥΜΙΛΙΑΝΗΣ τοῦ Γεωργίου καὶ ἡ ΣΟΦΙΑ ΜΙΧΑΗΛΙΔΟΥ θὰ τελέσουν τοὺς γάμους των εἰς Θεσσαλονίκην. Ὁ ΙΩΑΝΝΗΣ ΜΗΝΟΥΛΙΔΗΣ καὶ ἡ ΑΣΠΑΣΙΑ ΜΑΥΡΟΜΑΤΗ τὸ γένος Γεωργίου θὰ τελέσουν τοὺς γάμους των εἰς Θεσσαλονίκην. [18, 224, 193, 475]
notice-signatories: Ἡ σύζυγος. Τὰ τέκνα. Οἱ λοιποὶ συγγενεῖς. [948, 909, 1125, 933]
notice-entry [577, 845, 755, 937]
cinema-continued: ΣΥΝΕΧΕΙΑ ΕΚ ΤΗΣ ΣΕΛ 2 [42, 1767, 169, 1778]
page-marker-sub: ΕΙΣ ΤΗΝ ΑΓΓΛΙΑΝ [1344, 81, 1426, 93]
notice-signatories: Ἡ σύζυγος. Τὰ τέκνα. Οἱ ἐγγονοί. [948, 639, 1088, 651]
notice-text: Τελοῦμεν αὔριον 9.30 π.μ. εἰς τὸν ἱερὸν ναὸν τοῦ Ἁγίου Ἀθανασίου τεσσαρακονθήμερον μνημόσυνον ὑπὲρ ἀναπαύσεως τῆς ψυχῆς [948, 316, 1125, 365]
cinema-listings-2: ΙΩΝΙΟΝ τηλ. 511-618. ΑΛΕΞΑΝΔΡΟΣ τηλ. 60-234. ΚΟΣΜΟΣ. ΚΡΙΝΟΣ τηλ. 63-652. ΟΛΥΜΠΙΑ. ΜΑΞΙΜ. ΡΙΒΙΕΡΑ. ΑΝΔΟΣ. ΡΟΔΟΣ. ΝΙΚΑΙΑ. [204, 1762, 380, 1812]
notice-name: ΓΕΩΡΓΙΟΥ ΤΣΙΚΟΥ [987, 710, 1085, 722]
notice-signatories: ἐτῶν 53 ἀπεβίωσε. Ἡ κηδεία του θὰ γίνῃ σήμερον 10 π.μ. ἀπὸ τὸν ἱερὸν ναὸν τῆς Ἁγίας Σοφίας. Ἡ σύζυγος. Τὰ τέκνα. Οἱ ἀδελφοί. [577, 1617, 755, 1666]
provincial-cinemas-title: Ἐπαρχιῶν [269, 1817, 315, 1829]
notice-entry [948, 402, 1125, 469]
page-marker [1338, 39, 1560, 99]
notice-text: Τελοῦμεν αὔριον 10.15 π.μ. εἰς τὸν ἱερὸν ναὸν τῆς Ἁγίας Σοφίας τεσσαρακονθήμερον μνημόσυνον ὑπὲρ ἀναπαύσεως τῆς ψυχῆς [948, 475, 1125, 524]
churches-text: Αὔριον Κυριακὴν θὰ λειτουργήσουν οἱ κάτωθι ἱεροὶ ναοί: Ἁγίου Γεωργίου Ρ. Ἀγίας Σοφίας, Ἁγίου Δημητρίου, Ἁγίου Νικολάου Ὀρφανοῦ, Ἁγίων Ἀποστόλων, Ἀχειροποιήτου, Παναγίας Χαλκέων, Ἁγίας Αἰκατερίνης, Ὑπαπαντῆς, Ἁγίου Ἀντωνίου καὶ Ἁγίου Μηνᾶ. [1137, 484, 1326, 571]
taxi-stand-phone: 77-410 [1295, 695, 1324, 707]
hippodrome-header: Ἱπποδρομίαι [1137, 45, 1326, 82]
notice-name: ΝΙΚΟΛΑΟΥ ΚΕΛΕΣΙΔΗ [609, 1080, 723, 1092]
pontic-festival-title: Ποντιακὸ πανηγύρι [1188, 889, 1275, 901]
notice-entry [948, 146, 1125, 226]
notice-name: ΖΑΧΑΡΙΑ ΖΑΧΑΡΙΑΔΗ [610, 334, 722, 346]
notice-name: ΧΑΡΑΛΑΜΠΟΥ ΣΥΜΕΩΝΙΔΗ [964, 625, 1108, 637]
new-year-cake-text: ΤΩΝ ΣΥΛΛΟΓΩΝ ΚΥΔΩΝΙΕΩΝ ΚΑΙ ΑΪΒΑΛΙΩΤΩΝ θὰ κοπῇ αὔριον. [1137, 1009, 1326, 1033]
neighborhood-cinemas-text: ΑΘΕΡΙΝΑ τηλ. 510-055. ΑΛΚΥΟΝΙΣ τηλ. 47-582. ΑΚΡΟΠΟΛΙΣ τηλ. 47-684. ΑΣΤΟΡΙΑ τηλ. 611-261. ΑΤΛΑΝΤΙΣ τηλ. 511-714. ΑΣΤΕΡΙΑ τηλ. 51-658. ΑΧΙΛΛΕΥΣ. ΑΛΚΑΖΑΡ. ΦΕΡΜΑ. ΘΕΡΜΑΪΚΟΣ. [18, 1891, 194, 1966]
notice-text: Ὁ πολυαγαπημένος μας σύζυγος, πατέρας καὶ παππούς [577, 1832, 755, 1856]
notice-entry [577, 1028, 755, 1121]
notice-name: ΠΑΝΑΓΙΩΤΟΥ ΜΑΥΡΙΔΗ [790, 355, 912, 367]
taxi-stand-name: Βαρδάρη [1139, 682, 1176, 694]
article-beauty: ΜΠΙΛΛΕΡΙΚΑΙ, Ἀγγλία, 30. (Ἀσσ. Πρέσ.). Ἡ 19ετὴς Βρετανίς ἐζήτησε διὰ τῶν ἐφημερίδων νὰ γνωρισθῇ μὲ ἕνα νέον, δηλώνουσα ὅτι ὁ πατήρ της δὲν εἶναι τόσον τρομερὸς ὅσον νομίζουν οἱ νέοι τῆς περιοχῆς. [1338, 326, 1560, 388]
headline-wedding: Ο ΥΙΟΣ ΤΟΥ ΜΟΝΤΥ ΚΑΙ Η ΚΟΡΗ ΤΗΣ ΔΑΦΝΗΣ ΝΤΥ ΜΩΡΙΕ ΕΝΥΜΦΕΥΘΗΣΑΝ [1343, 103, 1555, 146]
notice-name: ΘΕΟΔΩΡΟΣ ΨΥΧΟΥ [801, 1722, 901, 1734]
notice-name: ΘΩΜΑΣ ΥΦΑΝΗ [625, 1602, 706, 1614]
notice-name: ΑΝΑΣΤΑΣΙΑΣ ΝΟΥΛΗ [797, 821, 905, 833]
notice-name: ΜΙΧΑΗΛ ΜΟΝΑ [811, 454, 891, 466]
taxi-stand-name: Καλαμαριᾶς [1139, 755, 1188, 767]
notice-text: Τελοῦμεν αὔριον 11.45 π.μ. εἰς τὸν ἱερὸν ναὸν τοῦ Ἁγίου Μηνᾶ ἐτήσιον μνημόσυνον ὑπὲρ ἀναπαύσεως τῆς ψυχῆς [577, 1126, 755, 1163]
taxi-stand-phone: 415-331 [1290, 755, 1324, 767]
notice-signatories: Ἡ σύζυγος Ζωή. Τὰ τέκνα Γεώργιος, Δέσποινα. Οἱ ἐγγονοί. [392, 692, 569, 717]
notice-signatories: ἐτῶν 81. Ἡ κηδεία της σήμερον 5 μ.μ. Τὰ τέκνα. Οἱ ἐγγονοί. [762, 1677, 940, 1702]
notice-text: Τελοῦμεν αὔριον 10 π.μ. εἰς τὸν ἱερὸν ναὸν τοῦ Ἁγίου Ἰωάννου τοῦ Προδρόμου τεσσαρακονθήμερον μνημόσυνον ὑπὲρ ἀναπαύσεως τῆς ψυχῆς [577, 759, 755, 808]
notice-text: Τελοῦμεν αὔριον 9.30 π.μ. εἰς τὸν ἱερὸν ναὸν τοῦ Ἁγίου Γρηγορίου Παλαμᾶ τεσσαρακονθήμερον μνημόσυνον ὑπὲρ ἀναπαύσεως τῆς ψυχῆς [948, 146, 1125, 195]
notice-signatories: Ὁ σύζυγος. Τὰ τέκνα. Οἱ ἐγγονοί. [762, 1019, 902, 1031]
notice-signatories: Ἡ σύζυγος. Τὰ τέκνα. Οἱ λοιποὶ συγγενεῖς. [762, 921, 940, 945]
notice-entry [762, 146, 940, 226]
article-assistants: ΑΘΗΝΑΙ, 30. Ἀπεφασίσθη ὁ διορισμὸς νέων βοηθῶν καὶ παρασκευαστῶν εἰς τὰς Ἀνωτάτας Σχολὰς τῆς χώρας. [1338, 783, 1560, 820]
notice-signatories: Ὁ σύζυγος. Τὰ τέκνα. Οἱ ἐγγονοί. [948, 1190, 1087, 1201]
festivals-title: Πανηγύρεις [1205, 844, 1258, 856]
taxi-phone-row [1137, 779, 1326, 791]
taxi-phone-row [1137, 804, 1326, 815]
publications-text: «ΠΑΙΔΑΓΩΓΙΚΗ». Σύγχρονον ἐκπαιδευτικὸν περιοδικὸν. Τεῦχος Α', Φεβρουάριος. «ΜΑΚΕΔΟΝΙΚΑ ΓΡΑΜΜΑΤΑ». Μηνιαῖον περιοδικὸν. «ΑΝΤΙΚΑ ΜΑΚΕΔΟΝΙΑ». «Η ΔΡΑΜΑ». «ΕΠΑΡΧΙΑΚΗ ΝΕΟΛΑΙΑ». «ΘΕΣΣΑΛΙΚΗ ΑΓΩΓΗ». «ΟΙΚΟΝΟΜΙΚΗ ΠΟΡΕΙΑ». «ΕΝΟΡΙΑΚΟΝ ΒΗΜΑ». «ΧΡΙΣΤΙΑΝΙΚΗ ΕΝΩΣΙΣ». «ΠΑΝΕΛΛΗΝΙΟΣ ΣΥΛΛΟΓΟΣ». [203, 834, 380, 972]
taxi-stand-phone: 27-711 [1296, 779, 1324, 791]
notice-name: ΘΕΟΔΩΡΟΥ ΣΠΑΡΗ [987, 527, 1085, 539]
taxi-phone-row [1137, 743, 1326, 755]
notice-name: ΑΘΑΝΑΣΙΟΣ ΧΟΥΣΤΟΥΡΗΣ [597, 1858, 735, 1870]
thanks-text: Τοὺς ἐκφράσαντας συμπαράστασιν εἰς τὸ βαρὺ πένθος μας διὰ τὸν θάνατον τῆς πολυαγαπημένης μας μητέρας εὐχαριστοῦμεν θερμῶς. Ἡ οἰκογένεια. [18, 522, 193, 572]
donations-subheader: Δωρεαί [18, 86, 49, 97]
notice-signatories: Ἡ σύζυγος. Τὰ τέκνα. Οἱ ἐγγονοί. [948, 823, 1088, 835]
taxi-phones-header: ΤΗΛΕΦΩΝΑ ΤΑΞΙ [1137, 578, 1326, 644]
notice-entry [948, 756, 1125, 836]
piety-header: Εὐλάβεια [1137, 247, 1326, 284]
taxi-stand-phone: 812-257 [1290, 647, 1324, 659]
notice-text: Τελοῦμεν αὔριον 9.30 π.μ. εἰς τὸν ἱερὸν ναὸν τοῦ Ἁγίου Γεωργίου τεσσαρακονθήμερον μνημόσυνον ὑπὲρ ἀναπαύσεως τῆς ψυχῆς τοῦ προσφιλοῦς μας [392, 1129, 569, 1191]
notice-name: ΘΕΟΔΩΡΟΥ ΝΙΚΟΛΑΟΥ [792, 723, 910, 735]
notice-text: Τελοῦμεν αὔριον 9.30 π.μ. εἰς τὸν ἱερὸν ναὸν τοῦ Ἁγίου Γρηγορίου Παλαμᾶ τεσσαρακονθήμερον μνημόσυνον ὑπὲρ ἀναπαύσεως τῆς ψυχῆς [577, 661, 755, 710]
notice-text: Τελοῦμεν αὔριον 10 π.μ. εἰς τὸν ἱερὸν ναὸν τῆς Ἁγίας Μαρίνης τεσσαρακονθήμερον μνημόσυνον ὑπὲρ ἀναπαύσεως τῆς ψυχῆς [762, 769, 940, 818]
notice-entry [577, 1674, 755, 1754]
notice-entry [762, 487, 940, 580]
tv-thessaloniki-title: ΘΕΣΣΑΛΟΝΙΚΗΣ [248, 709, 335, 721]
taxi-stand-name: Διαγωνίου [1139, 719, 1181, 731]
notice-entry [948, 940, 1125, 1020]
notice-name: ΛΑΖΑΡΟΣ ΚΑΛΛΙΑΚΑΝ [607, 1701, 725, 1712]
